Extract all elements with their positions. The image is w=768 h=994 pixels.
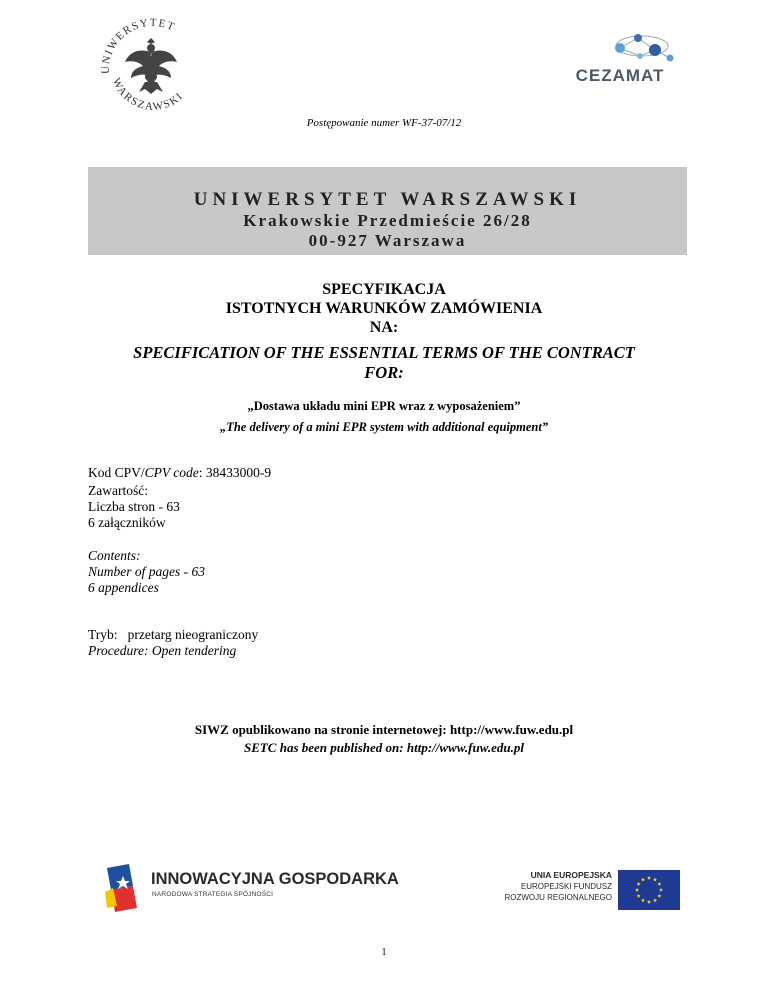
subject-en: „The delivery of a mini EPR system with additional equipment” xyxy=(219,420,549,434)
contents-pl-title: Zawartość: xyxy=(88,483,148,498)
contents-en-pages: Number of pages - 63 xyxy=(88,564,205,579)
spec-en-line1: SPECIFICATION OF THE ESSENTIAL TERMS OF THE CONTRACT xyxy=(133,343,635,362)
eu-line2: EUROPEJSKI FUNDUSZ xyxy=(520,882,612,891)
banner-address: Krakowskie Przedmieście 26/28 xyxy=(243,211,532,230)
spec-pl-line3: NA: xyxy=(369,319,399,336)
contents-pl xyxy=(88,483,180,531)
cpv-label-en: CPV code xyxy=(144,465,199,480)
innowacyjna-gospodarka-logo xyxy=(103,862,399,912)
ig-emblem-icon xyxy=(103,862,147,912)
seal-text-bottom: WARSZAWSKI xyxy=(109,76,186,114)
spec-pl-line1: SPECYFIKACJA xyxy=(322,281,446,298)
published-pl: SIWZ opublikowano na stronie internetowej: http://www.fuw.edu.pl xyxy=(194,722,574,737)
contents-en-appendices: 6 appendices xyxy=(88,580,159,595)
procedure-number: Postępowanie numer WF-37-07/12 xyxy=(306,117,462,129)
university-seal-logo xyxy=(95,12,207,117)
eagle-icon xyxy=(125,38,177,94)
eu-line3: ROZWOJU REGIONALNEGO xyxy=(504,893,612,902)
seal-text-top: UNIWERSYTET xyxy=(99,16,178,75)
banner-university-name: UNIWERSYTET WARSZAWSKI xyxy=(193,189,582,210)
ig-title: INNOWACYJNA GOSPODARKA xyxy=(151,870,399,888)
contents-pl-pages: Liczba stron - 63 xyxy=(88,499,180,514)
cezamat-logo xyxy=(560,28,680,88)
eu-fund-text xyxy=(470,870,612,903)
contents-pl-appendices: 6 załączników xyxy=(88,515,166,530)
spec-pl-line2: ISTOTNYCH WARUNKÓW ZAMÓWIENIA xyxy=(225,300,543,317)
procedure-type xyxy=(88,627,258,659)
contents-en xyxy=(88,548,205,596)
banner-postcode: 00-927 Warszawa xyxy=(308,231,467,250)
eu-flag-icon xyxy=(618,870,680,910)
svg-text:UNIWERSYTET xyxy=(100,17,178,74)
spec-title-en xyxy=(0,343,768,383)
subject-pl: „Dostawa układu mini EPR wraz z wyposażeniem” xyxy=(247,399,521,413)
page-number: 1 xyxy=(381,947,387,958)
ig-subtitle: NARODOWA STRATEGIA SPÓJNOŚCI xyxy=(152,891,274,898)
spec-en-line2: FOR: xyxy=(364,363,404,382)
contents-en-title: Contents: xyxy=(88,548,141,563)
cpv-code xyxy=(88,465,271,481)
procedure-en: Procedure: Open tendering xyxy=(88,643,237,658)
spec-title-pl xyxy=(0,280,768,337)
procedure-pl: Tryb: przetarg nieograniczony xyxy=(88,627,259,642)
eu-line1: UNIA EUROPEJSKA xyxy=(530,870,612,880)
university-banner xyxy=(88,167,687,255)
published-en: SETC has been published on: http://www.fuw.edu.pl xyxy=(243,740,525,755)
cezamat-logo-text: CEZAMAT xyxy=(575,66,665,85)
cpv-value: : 38433000-9 xyxy=(198,465,272,480)
cpv-label-pl: Kod CPV/ xyxy=(88,465,145,480)
